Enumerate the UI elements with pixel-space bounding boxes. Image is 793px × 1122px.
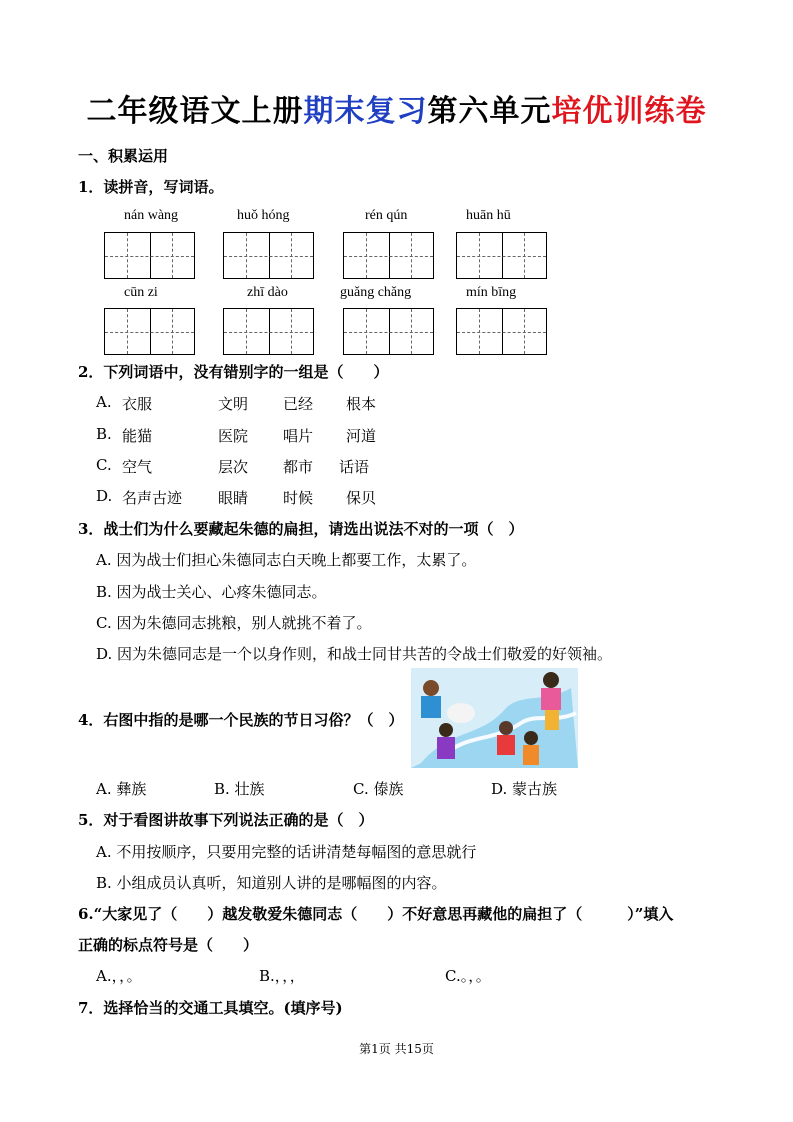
question-1-stem: 1．读拼音，写词语。 (78, 178, 224, 196)
option-b[interactable]: B.，，， (259, 967, 305, 985)
pinyin-label: cūn zi (124, 285, 158, 300)
option-word: 能猫 (122, 427, 153, 445)
option-word: 文明 (218, 395, 249, 413)
option-a[interactable]: A. 不用按顺序，只要用完整的话讲清楚每幅图的意思就行 (96, 843, 477, 861)
option-word: 层次 (218, 458, 249, 476)
pinyin-label: huǒ hóng (237, 208, 290, 223)
writing-grid[interactable] (343, 308, 434, 355)
option-a[interactable]: A. 彝族 (96, 780, 147, 798)
option-word: 空气 (122, 458, 153, 476)
pinyin-label: zhī dào (247, 285, 288, 300)
writing-grid[interactable] (104, 232, 195, 279)
option-d[interactable]: D. 因为朱德同志是一个以身作则，和战士同甘共苦的令战士们敬爱的好领袖。 (96, 645, 613, 663)
pinyin-label: mín bīng (466, 285, 517, 300)
option-word: 已经 (283, 395, 314, 413)
option-word: 衣服 (122, 395, 153, 413)
question-6-stem-cont: 正确的标点符号是（ ） (78, 936, 259, 954)
question-3-stem: 3．战士们为什么要藏起朱德的扁担，请选出说法不对的一项（ ） (78, 520, 524, 538)
option-word: 根本 (346, 395, 377, 413)
option-label[interactable]: D. (96, 487, 113, 505)
option-word: 名声古迹 (122, 489, 183, 507)
writing-grid[interactable] (456, 308, 547, 355)
writing-grid[interactable] (223, 232, 314, 279)
option-b[interactable]: B. 因为战士关心、心疼朱德同志。 (96, 583, 327, 601)
pinyin-label: huān hū (466, 208, 511, 223)
option-b[interactable]: B. 小组成员认真听，知道别人讲的是哪幅图的内容。 (96, 874, 447, 892)
option-label[interactable]: C. (96, 456, 112, 474)
option-word: 医院 (218, 427, 249, 445)
option-a[interactable]: A.，，。 (96, 967, 142, 985)
option-label[interactable]: A. (96, 393, 112, 411)
option-word: 眼睛 (218, 489, 249, 507)
page-title: 二年级语文上册期末复习第六单元培优训练卷 (86, 94, 707, 129)
option-word: 都市 (283, 458, 314, 476)
question-6-stem: 6.“大家见了（ ）越发敬爱朱德同志（ ）不好意思再藏他的扁担了（ ）”填入 (78, 905, 674, 923)
pinyin-label: rén qún (365, 208, 408, 223)
question-2-stem: 2．下列词语中，没有错别字的一组是（ ） (78, 363, 389, 381)
question-7-stem: 7．选择恰当的交通工具填空。(填序号) (78, 999, 343, 1017)
pinyin-label: nán wàng (124, 208, 179, 223)
option-label[interactable]: B. (96, 425, 112, 443)
option-d[interactable]: D. 蒙古族 (491, 780, 558, 798)
writing-grid[interactable] (104, 308, 195, 355)
writing-grid[interactable] (343, 232, 434, 279)
writing-grid[interactable] (456, 232, 547, 279)
pinyin-label: guǎng chǎng (340, 285, 412, 300)
option-a[interactable]: A. 因为战士们担心朱德同志白天晚上都要工作，太累了。 (96, 551, 477, 569)
section-heading: 一、积累运用 (78, 147, 169, 165)
writing-grid[interactable] (223, 308, 314, 355)
option-c[interactable]: C. 因为朱德同志挑粮，别人就挑不着了。 (96, 614, 372, 632)
option-word: 河道 (346, 427, 377, 445)
water-splashing-festival-illustration (411, 668, 578, 768)
option-word: 唱片 (283, 427, 314, 445)
option-word: 话语 (339, 458, 370, 476)
page-footer: 第1页 共15页 (359, 1042, 434, 1056)
option-b[interactable]: B. 壮族 (214, 780, 265, 798)
question-5-stem: 5．对于看图讲故事下列说法正确的是（ ） (78, 811, 374, 829)
option-word: 保贝 (346, 489, 377, 507)
question-4-stem: 4．右图中指的是哪一个民族的节日习俗？（ ） (78, 711, 404, 729)
option-word: 时候 (283, 489, 314, 507)
option-c[interactable]: C. 傣族 (353, 780, 404, 798)
option-c[interactable]: C.。，。 (445, 967, 491, 985)
